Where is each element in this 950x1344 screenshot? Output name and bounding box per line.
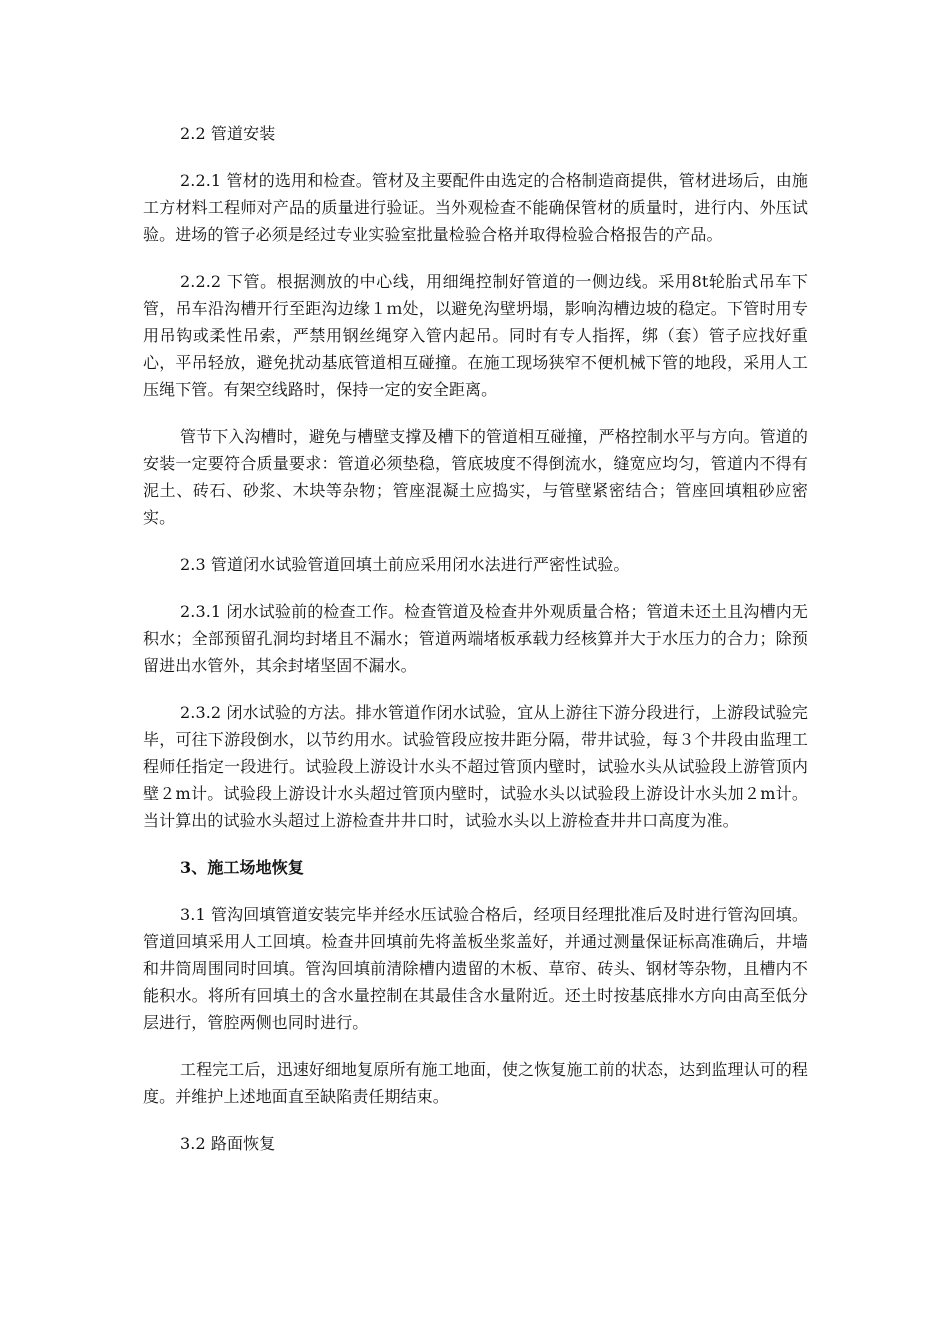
section-heading-3: 3、施工场地恢复	[180, 858, 304, 877]
section-heading-3-2: 3.2 路面恢复	[180, 1134, 276, 1153]
paragraph-site-restoration: 工程完工后，迅速好细地复原所有施工地面，使之恢复施工前的状态，达到监理认可的程度。并维护上述地面直至缺陷责任期结束。	[143, 1060, 808, 1106]
section-heading-2-3: 2.3 管道闭水试验管道回填土前应采用闭水法进行严密性试验。	[180, 555, 630, 574]
paragraph-2-2-2: 2.2.2 下管。根据测放的中心线，用细绳控制好管道的一侧边线。采用8t轮胎式吊车下管，吊车沿沟槽开行至距沟边缘１ｍ处，以避免沟壁坍塌，影响沟槽边坡的稳定。下管时用专用吊钩或柔性吊索，严禁用钢丝绳穿入管内起吊。同时有专人指挥，绑（套）管子应找好重心，平吊轻放，避免扰动基底管道相互碰撞。在施工现场狭窄不便机械下管的地段，采用人工压绳下管。有架空线路时，保持一定的安全距离。	[143, 272, 808, 399]
document-page	[143, 120, 808, 1177]
paragraph-pipe-lowering: 管节下入沟槽时，避免与槽壁支撑及槽下的管道相互碰撞，严格控制水平与方向。管道的安装一定要符合质量要求：管道必须垫稳，管底坡度不得倒流水，缝宽应均匀，管道内不得有泥土、砖石、砂浆、木块等杂物；管座混凝土应捣实，与管壁紧密结合；管座回填粗砂应密实。	[143, 427, 808, 527]
paragraph-3-1: 3.1 管沟回填管道安装完毕并经水压试验合格后，经项目经理批准后及时进行管沟回填。管道回填采用人工回填。检查井回填前先将盖板坐浆盖好，并通过测量保证标高准确后，井墙和井筒周围同时回填。管沟回填前清除槽内遗留的木板、草帘、砖头、钢材等杂物，且槽内不能积水。将所有回填土的含水量控制在其最佳含水量附近。还土时按基底排水方向由高至低分层进行，管腔两侧也同时进行。	[143, 905, 808, 1032]
paragraph-2-3-1: 2.3.1 闭水试验前的检查工作。检查管道及检查井外观质量合格；管道未还土且沟槽内无积水；全部预留孔洞均封堵且不漏水；管道两端堵板承载力经核算并大于水压力的合力；除预留进出水管外，其余封堵坚固不漏水。	[143, 602, 808, 675]
paragraph-2-2-1: 2.2.1 管材的选用和检查。管材及主要配件由选定的合格制造商提供，管材进场后，由施工方材料工程师对产品的质量进行验证。当外观检查不能确保管材的质量时，进行内、外压试验。进场的管子必须是经过专业实验室批量检验合格并取得检验合格报告的产品。	[143, 171, 808, 244]
paragraph-2-3-2: 2.3.2 闭水试验的方法。排水管道作闭水试验，宜从上游往下游分段进行，上游段试验完毕，可往下游段倒水，以节约用水。试验管段应按井距分隔，带井试验，每３个井段由监理工程师任指定一段进行。试验段上游设计水头不超过管顶内壁时，试验水头从试验段上游管顶内壁２m计。试验段上游设计水头超过管顶内壁时，试验水头以试验段上游设计水头加２m计。当计算出的试验水头超过上游检查井井口时，试验水头以上游检查井井口高度为准。	[143, 703, 808, 830]
section-heading-2-2: 2.2 管道安装	[180, 124, 276, 143]
